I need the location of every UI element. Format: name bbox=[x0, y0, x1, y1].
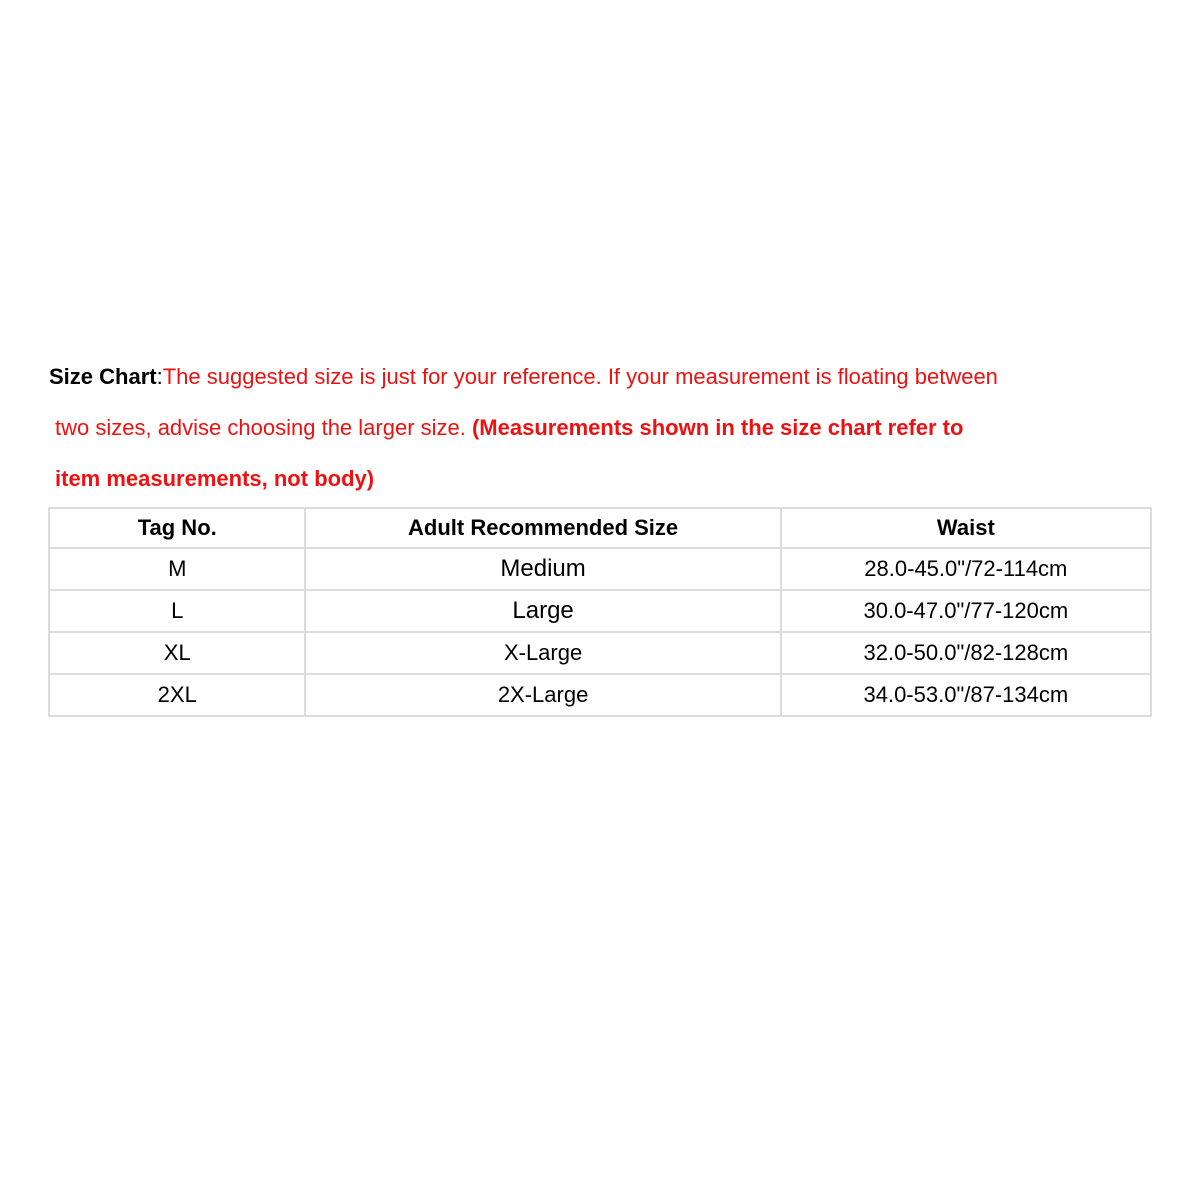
intro-line-2 bbox=[49, 402, 1149, 453]
cell-waist: 28.0-45.0"/72-114cm bbox=[781, 548, 1151, 590]
size-chart-intro bbox=[49, 351, 1149, 504]
intro-line-1 bbox=[49, 351, 1149, 402]
cell-tag: M bbox=[49, 548, 305, 590]
table-row bbox=[49, 590, 1151, 632]
table-row bbox=[49, 632, 1151, 674]
cell-adult-size: 2X-Large bbox=[305, 674, 780, 716]
size-table bbox=[48, 507, 1152, 717]
cell-tag: 2XL bbox=[49, 674, 305, 716]
table-header-row bbox=[49, 508, 1151, 548]
header-tag-no: Tag No. bbox=[49, 508, 305, 548]
cell-adult-size: X-Large bbox=[305, 632, 780, 674]
intro-note-part-2: item measurements, not body) bbox=[55, 466, 375, 491]
intro-line-3 bbox=[49, 453, 1149, 504]
cell-tag: XL bbox=[49, 632, 305, 674]
intro-text-2: two sizes, advise choosing the larger size. bbox=[55, 415, 472, 440]
cell-waist: 32.0-50.0"/82-128cm bbox=[781, 632, 1151, 674]
table-row bbox=[49, 674, 1151, 716]
label-separator: : bbox=[156, 364, 163, 389]
cell-adult-size: Medium bbox=[305, 548, 780, 590]
cell-waist: 34.0-53.0"/87-134cm bbox=[781, 674, 1151, 716]
intro-text-1: The suggested size is just for your reference. If your measurement is floating between bbox=[162, 364, 998, 389]
header-waist: Waist bbox=[781, 508, 1151, 548]
cell-tag: L bbox=[49, 590, 305, 632]
header-adult-size: Adult Recommended Size bbox=[305, 508, 780, 548]
table-row bbox=[49, 548, 1151, 590]
size-chart-label: Size Chart bbox=[49, 364, 157, 389]
intro-note-part-1: (Measurements shown in the size chart refer to bbox=[471, 415, 964, 440]
cell-waist: 30.0-47.0"/77-120cm bbox=[781, 590, 1151, 632]
cell-adult-size: Large bbox=[305, 590, 780, 632]
